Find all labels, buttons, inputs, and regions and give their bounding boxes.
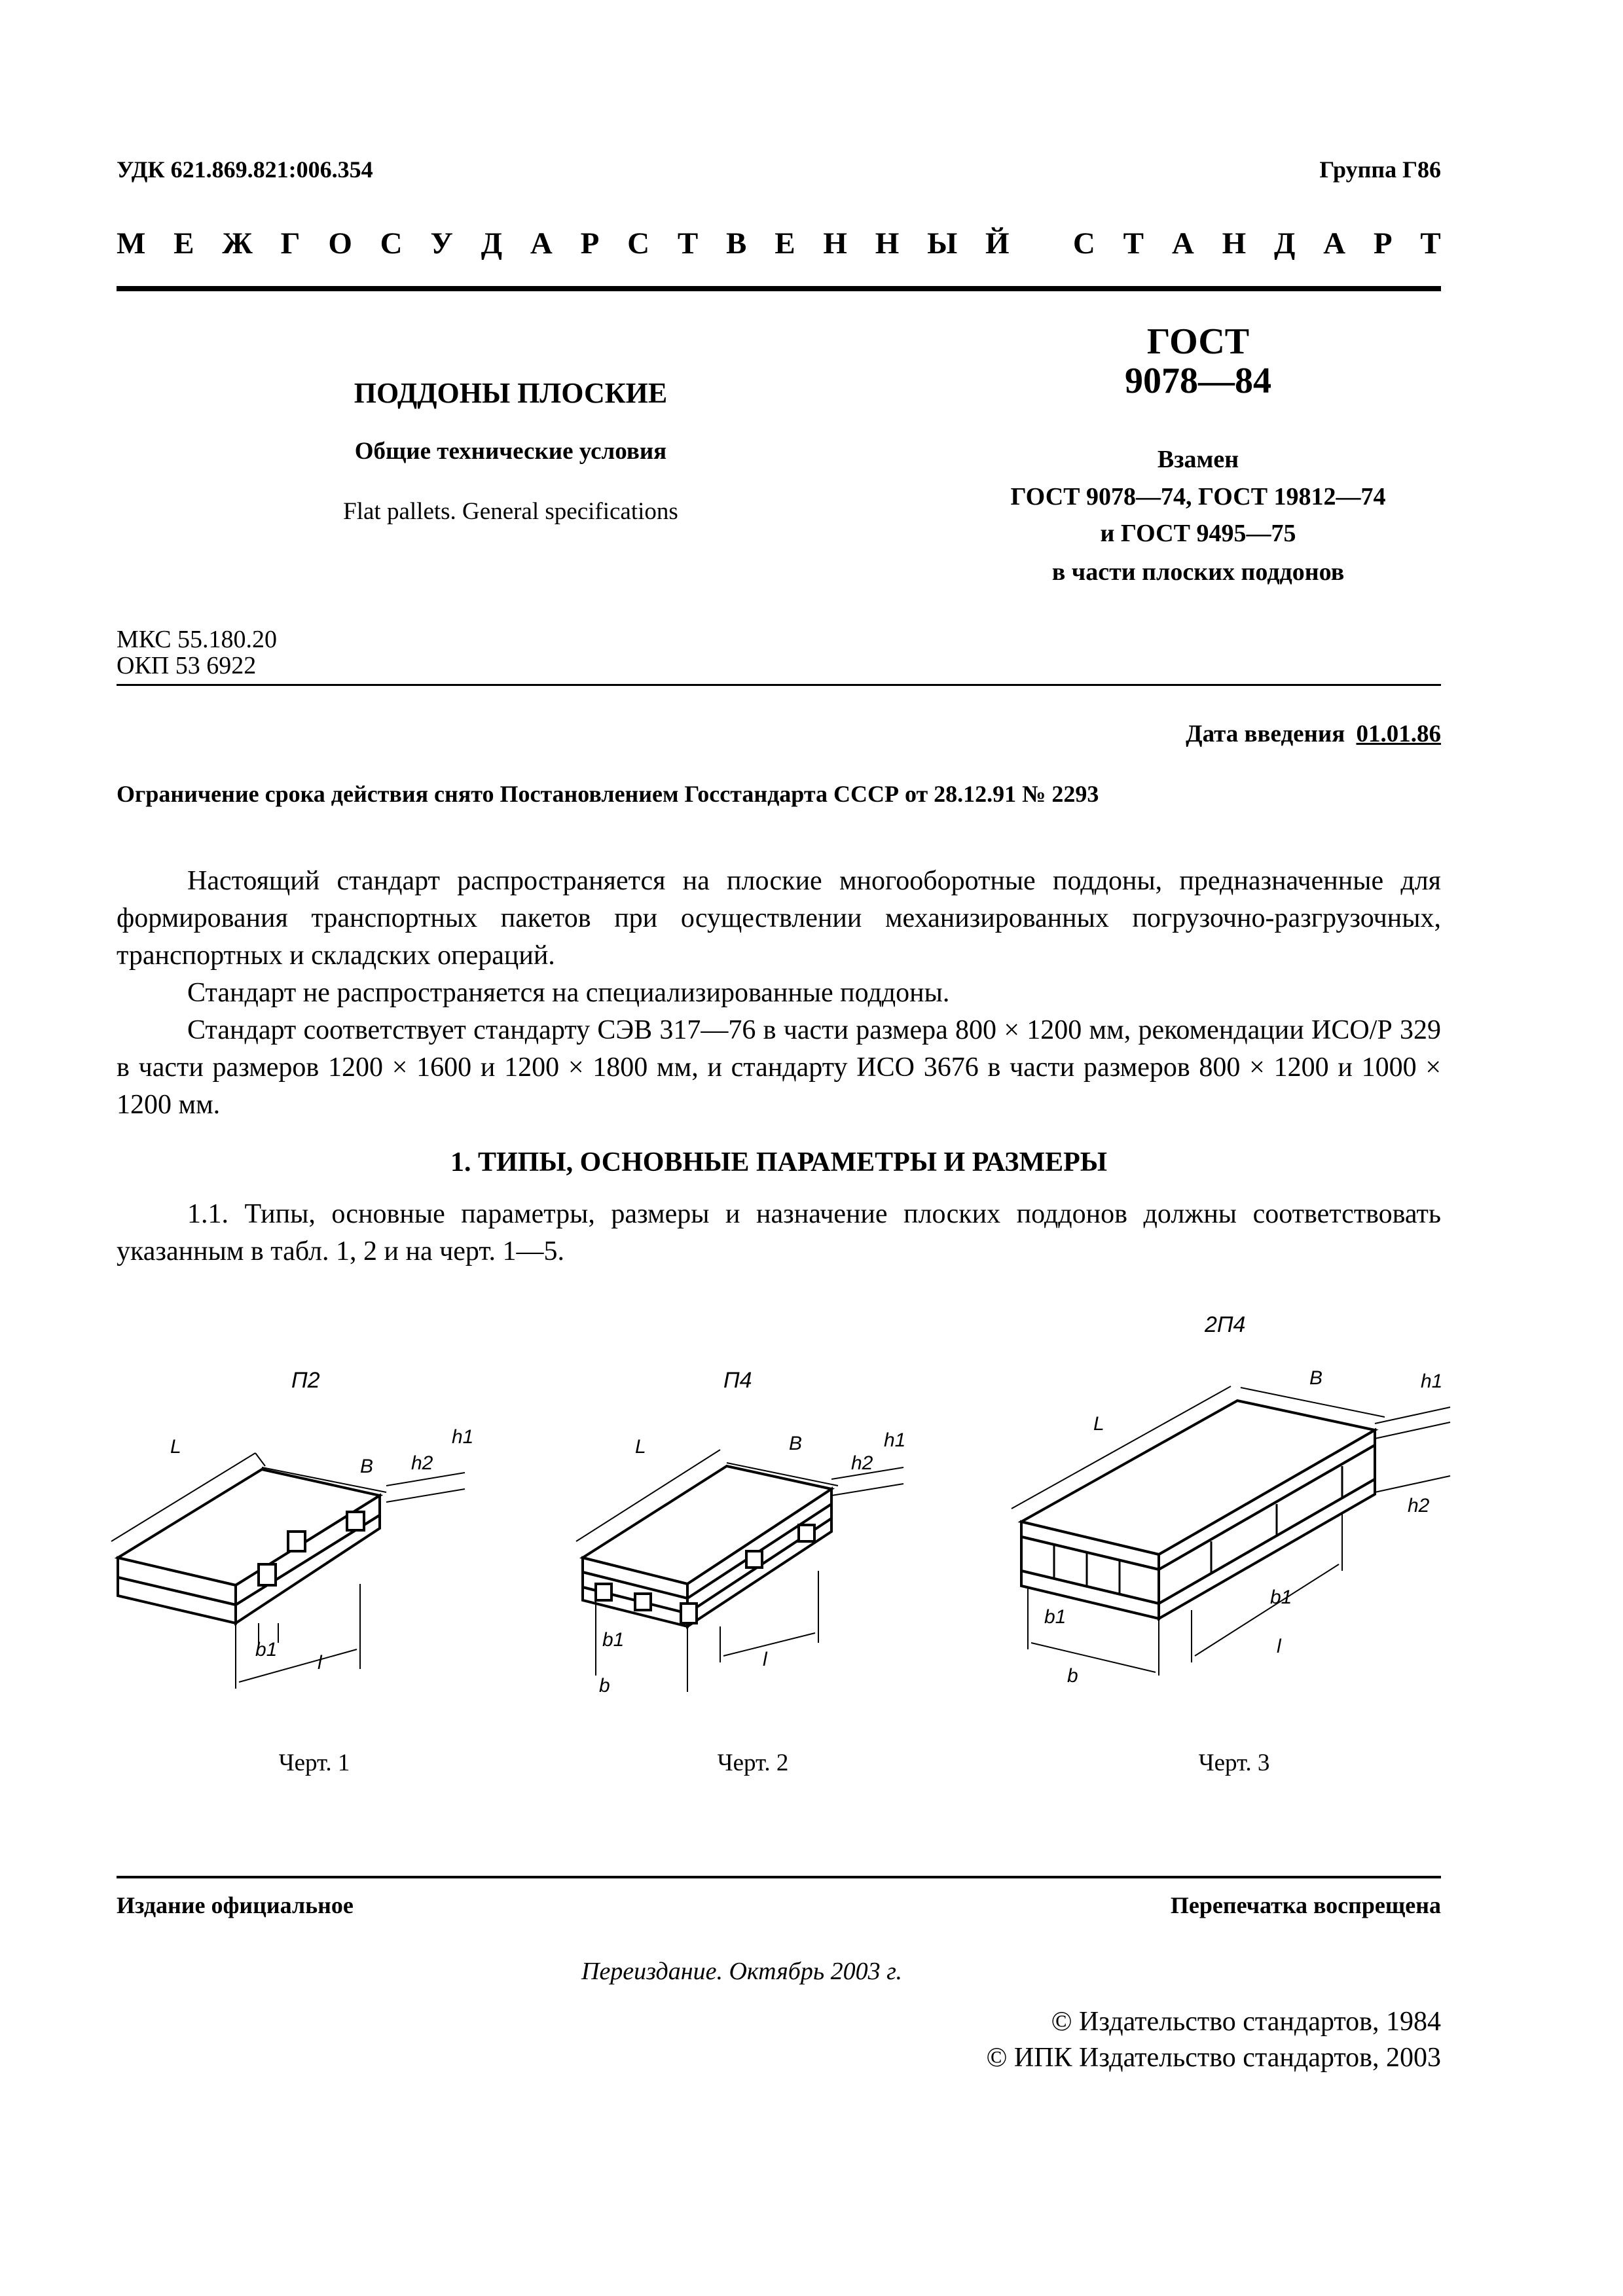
figure-2p4-drawing xyxy=(1012,1386,1450,1676)
figure-3-type-label: 2П4 xyxy=(1205,1312,1246,1337)
section-1-text xyxy=(117,1196,1441,1270)
intro-date-label: Дата введения xyxy=(1186,721,1345,747)
fig1-dim-B: B xyxy=(360,1456,374,1477)
fig3-dim-L: L xyxy=(1093,1413,1104,1435)
english-title: Flat pallets. General specifications xyxy=(343,498,678,525)
group-code: Группа Г86 xyxy=(1319,156,1441,183)
footer-rule xyxy=(117,1876,1441,1878)
replaces-line-1: ГОСТ 9078—74, ГОСТ 19812—74 xyxy=(1010,483,1386,511)
reissue-note: Переиздание. Октябрь 2003 г. xyxy=(581,1958,902,1985)
intro-paragraph: Настоящий стандарт распространяется на плоские многооборотные поддоны, предназначенные для формирования транспортных пакетов при осуществлении механизированных погрузочно-разгрузочных, транспортных и складских операций. xyxy=(117,866,1441,971)
pallet-drawings xyxy=(98,1296,1473,1702)
intro-text xyxy=(117,863,1441,1124)
section-1-heading: 1. ТИПЫ, ОСНОВНЫЕ ПАРАМЕТРЫ И РАЗМЕРЫ xyxy=(450,1147,1108,1177)
replaces-label: Взамен xyxy=(1157,446,1239,473)
copyright-1984: © Издательство стандартов, 1984 xyxy=(1051,2007,1441,2037)
header-rule xyxy=(117,286,1441,291)
intro-date xyxy=(1186,720,1441,748)
restriction-note: Ограничение срока действия снято Постановлением Госстандарта СССР от 28.12.91 № 2293 xyxy=(117,781,1099,807)
replaces-line-2: и ГОСТ 9495—75 xyxy=(1100,520,1296,547)
copyright-2003: © ИПК Издательство стандартов, 2003 xyxy=(986,2043,1441,2073)
fig2-dim-h2: h2 xyxy=(851,1452,873,1474)
fig3-dim-b1-right: b1 xyxy=(1270,1587,1292,1608)
intro-paragraph: Стандарт не распространяется на специализированные поддоны. xyxy=(187,978,950,1008)
document-title: ПОДДОНЫ ПЛОСКИЕ xyxy=(354,377,668,409)
figure-p4-drawing xyxy=(576,1450,903,1692)
fig3-dim-b1: b1 xyxy=(1044,1606,1067,1628)
mks-code: МКС 55.180.20 xyxy=(117,626,278,653)
fig1-dim-h1: h1 xyxy=(452,1426,474,1448)
reprint-prohibited: Перепечатка воспрещена xyxy=(1170,1892,1441,1918)
okp-code: ОКП 53 6922 xyxy=(117,652,257,679)
figure-2-type-label: П4 xyxy=(723,1368,752,1393)
figure-p2-drawing xyxy=(111,1453,465,1689)
standard-type-heading: М Е Ж Г О С У Д А Р С Т В Е Н Н Ы Й С Т А Н Д А Р Т xyxy=(117,226,1441,260)
fig3-dim-h1: h1 xyxy=(1421,1371,1443,1392)
section-1-paragraph: 1.1. Типы, основные параметры, размеры и назначение плоских поддонов должны соответствовать указанным в табл. 1, 2 и на черт. 1—5. xyxy=(117,1199,1441,1266)
fig3-dim-l: l xyxy=(1277,1636,1281,1657)
fig2-dim-L: L xyxy=(635,1436,646,1458)
gost-number: 9078—84 xyxy=(1125,361,1271,401)
udk-code: УДК 621.869.821:006.354 xyxy=(117,156,373,183)
document-subtitle: Общие технические условия xyxy=(354,438,667,465)
fig2-dim-b1: b1 xyxy=(602,1629,625,1651)
fig2-dim-b: b xyxy=(599,1675,610,1696)
codes-rule xyxy=(117,684,1441,686)
figure-1-type-label: П2 xyxy=(291,1368,320,1393)
fig1-dim-L: L xyxy=(170,1436,181,1458)
fig2-dim-l: l xyxy=(763,1649,767,1670)
replaces-line-3: в части плоских поддонов xyxy=(1051,558,1345,586)
figure-1-caption: Черт. 1 xyxy=(278,1749,350,1776)
fig1-dim-b1: b1 xyxy=(255,1639,278,1660)
figure-3-caption: Черт. 3 xyxy=(1198,1749,1270,1776)
intro-paragraph: Стандарт соответствует стандарту СЭВ 317—76 в части размера 800 × 1200 мм, рекомендации ИСО/Р 329 в части размеров 1200 × 1600 и 1200 × 1800 мм, и стандарту ИСО 3676 в части размеров 800 × 1200 и 1000 × 1200 мм. xyxy=(117,1015,1441,1120)
fig3-dim-h2: h2 xyxy=(1408,1495,1430,1516)
official-edition: Издание официальное xyxy=(117,1892,354,1918)
fig3-dim-b: b xyxy=(1067,1665,1078,1687)
fig1-dim-l: l xyxy=(318,1652,322,1674)
fig2-dim-B: B xyxy=(789,1433,803,1454)
gost-label: ГОСТ xyxy=(1146,321,1250,362)
fig1-dim-h2: h2 xyxy=(411,1452,433,1474)
fig3-dim-B: B xyxy=(1309,1367,1323,1389)
figure-2-caption: Черт. 2 xyxy=(717,1749,789,1776)
intro-date-value: 01.01.86 xyxy=(1356,721,1441,747)
fig2-dim-h1: h1 xyxy=(884,1429,906,1451)
